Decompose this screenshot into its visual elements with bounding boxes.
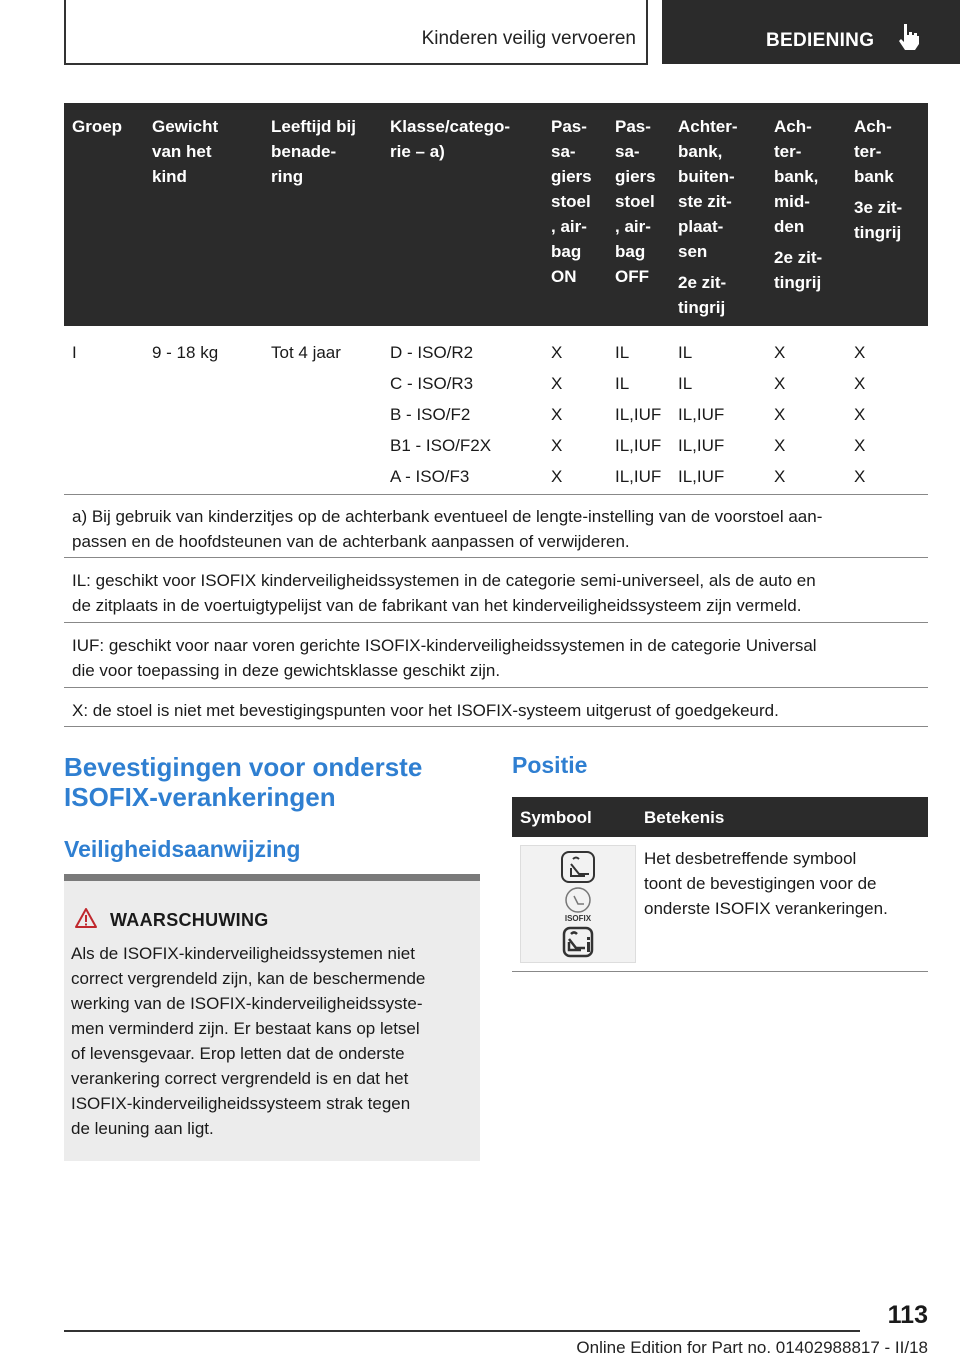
hand-pointer-icon — [894, 22, 922, 52]
chapter-tab-label: BEDIENING — [766, 30, 875, 51]
table-note-a: a) Bij gebruik van kinderzitjes op de achterbank eventueel de lengte-instelling van de voorstoel aan- passen en de hoofdsteunen van de achterbank aanpassen of verwijderen. — [64, 494, 928, 558]
page-number: 113 — [887, 1301, 928, 1329]
table-note-iuf: IUF: geschikt voor naar voren gerichte ISOFIX-kinderveiligheidssystemen in de categorie Universal die voor toepassing in deze gewichtsklasse geschikt zijn. — [64, 623, 928, 688]
warning-box — [64, 874, 480, 1161]
th-rear-outer: Achter- bank, buiten- ste zit- plaat- sen 2e zit- tingrij — [678, 117, 738, 317]
symbol-table — [512, 797, 928, 972]
table-header — [64, 103, 928, 326]
th-airbag-on: Pas- sa- giers stoel , air- bag ON — [551, 117, 592, 286]
th-groep: Groep — [72, 117, 123, 136]
cell-weight: 9 - 18 kg — [152, 343, 219, 362]
header-rule-bottom — [64, 63, 648, 65]
position-heading: Positie — [512, 752, 588, 778]
symbol-meaning: Het desbetreffende symbool toont de bevestigingen voor de onderste ISOFIX verankeringen. — [644, 849, 888, 918]
footer-rule — [64, 1330, 860, 1332]
header-rule-right — [646, 0, 648, 64]
cell-rear-middle: X X X X X — [774, 343, 786, 486]
isofix-seat-icon — [521, 846, 635, 962]
edition-note: Online Edition for Part no. 01402988817 - II/18 — [576, 1338, 928, 1357]
th-rear-middle: Ach- ter- bank, mid- den 2e zit- tingrij — [774, 117, 823, 292]
cell-airbag-off: IL IL IL,IUF IL,IUF IL,IUF — [615, 343, 662, 486]
cell-classes: D - ISO/R2 C - ISO/R3 B - ISO/F2 B1 - ISO/F2X A - ISO/F3 — [390, 343, 492, 486]
child-seat-table — [64, 103, 928, 495]
header-rule-left — [64, 0, 66, 64]
th-betekenis: Betekenis — [644, 808, 725, 827]
symbol-table-row — [512, 837, 928, 972]
warning-text: Als de ISOFIX-kinderveiligheidssystemen niet correct vergrendeld zijn, kan de beschermende werking van de ISOFIX-kinderveiligheidssyste- men verminderd zijn. Er bestaat kans op letsel of levensgevaar. Erop letten dat de onderste verankering correct vergrendeld is en dat het ISOFIX-kinderveiligheidssysteem strak tegen de leuning aan ligt. — [71, 944, 426, 1138]
symbol-table-header — [512, 797, 928, 837]
th-klasse: Klasse/catego- rie – a) — [390, 117, 510, 161]
cell-age: Tot 4 jaar — [271, 343, 341, 362]
section-heading: Bevestigingen voor onderste ISOFIX-verankeringen — [64, 752, 423, 812]
th-rear-third: Ach- ter- bank 3e zit- tingrij — [854, 117, 903, 242]
th-gewicht: Gewicht van het kind — [152, 117, 219, 186]
warning-triangle-icon — [74, 907, 98, 929]
section-title: Kinderen veilig vervoeren — [421, 28, 636, 49]
th-leeftijd: Leeftijd bij benade- ring — [271, 117, 356, 186]
th-airbag-off: Pas- sa- giers stoel , air- bag OFF — [615, 117, 656, 286]
warning-title: WAARSCHUWING — [110, 910, 269, 930]
chapter-tab[interactable] — [662, 0, 960, 64]
table-note-x: X: de stoel is niet met bevestigingspunten voor het ISOFIX-systeem uitgerust of goedgekeurd. — [64, 688, 928, 727]
cell-rear-third: X X X X X — [854, 343, 866, 486]
th-symbool: Symbool — [520, 808, 592, 827]
table-note-il: IL: geschikt voor ISOFIX kinderveiligheidssystemen in de categorie semi-universeel, als de auto en de zitplaats in de voertuigtypelijst van de fabrikant van het kinderveiligheidssysteem zijn vermeld. — [64, 558, 928, 623]
cell-rear-outer: IL IL IL,IUF IL,IUF IL,IUF — [678, 343, 725, 486]
table-row — [64, 326, 928, 495]
isofix-caption: ISOFIX — [564, 914, 592, 923]
cell-group: I — [72, 343, 77, 362]
isofix-symbol — [520, 845, 636, 963]
cell-airbag-on: X X X X X — [551, 343, 563, 486]
subheading-safety: Veiligheidsaanwijzing — [64, 836, 301, 862]
